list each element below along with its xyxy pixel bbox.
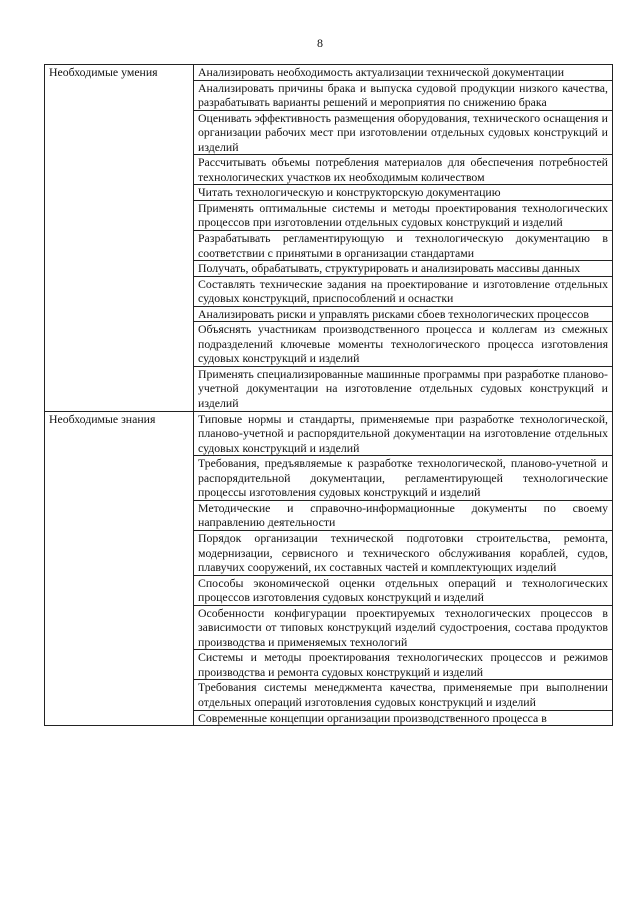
section-label-knowledge: Необходимые знания [45, 411, 194, 725]
requirement-item: Составлять технические задания на проектирование и изготовление отдельных судовых конструкций, приспособлений и оснастки [194, 276, 613, 306]
requirement-item: Получать, обрабатывать, структурировать и анализировать массивы данных [194, 261, 613, 277]
requirement-item: Требования, предъявляемые к разработке технологической, планово-учетной и распорядительной документации, регламентирующей технологические процессы изготовления судовых конструкций и изделий [194, 456, 613, 501]
requirement-item: Системы и методы проектирования технологических процессов и режимов производства и ремонта судовых конструкций и изделий [194, 650, 613, 680]
requirement-item: Применять оптимальные системы и методы проектирования технологических процессов при изготовлении отдельных судовых конструкций и изделий [194, 200, 613, 230]
requirement-item: Применять специализированные машинные программы при разработке планово-учетной документации на изготовление отдельных судовых конструкций и изделий [194, 366, 613, 411]
requirement-item: Читать технологическую и конструкторскую документацию [194, 185, 613, 201]
requirement-item: Методические и справочно-информационные документы по своему направлению деятельности [194, 500, 613, 530]
skills-section [45, 65, 613, 412]
table-row [45, 65, 613, 81]
section-label-skills: Необходимые умения [45, 65, 194, 412]
knowledge-section [45, 411, 613, 725]
requirement-item: Анализировать риски и управлять рисками сбоев технологических процессов [194, 306, 613, 322]
page-number: 8 [317, 36, 323, 50]
requirement-item: Требования системы менеджмента качества, применяемые при выполнении отдельных операций изготовления судовых конструкций и изделий [194, 680, 613, 710]
requirement-item: Современные концепции организации производственного процесса в [194, 710, 613, 726]
requirement-item: Способы экономической оценки отдельных операций и технологических процессов изготовления судовых конструкций и изделий [194, 575, 613, 605]
requirement-item: Типовые нормы и стандарты, применяемые при разработке технологической, планово-учетной и распорядительной документации на изготовление отдельных судовых конструкций и изделий [194, 411, 613, 456]
requirement-item: Оценивать эффективность размещения оборудования, технического оснащения и организации рабочих мест при изготовлении отдельных судовых конструкций и изделий [194, 110, 613, 155]
requirement-item: Разрабатывать регламентирующую и технологическую документацию в соответствии с принятыми в организации стандартами [194, 231, 613, 261]
requirement-item: Анализировать необходимость актуализации технической документации [194, 65, 613, 81]
requirement-item: Особенности конфигурации проектируемых технологических процессов в зависимости от типовых конструкций изделий судостроения, состава продуктов производства и применяемых технологий [194, 605, 613, 650]
requirement-item: Рассчитывать объемы потребления материалов для обеспечения потребностей технологических участков их необходимым количеством [194, 155, 613, 185]
table-row [45, 411, 613, 456]
requirement-item: Анализировать причины брака и выпуска судовой продукции низкого качества, разрабатывать варианты решений и мероприятия по снижению брака [194, 80, 613, 110]
requirement-item: Объяснять участникам производственного процесса и коллегам из смежных подразделений ключевые моменты технологического процесса изготовления судовых конструкций и изделий [194, 322, 613, 367]
requirements-table [44, 64, 613, 726]
requirement-item: Порядок организации технической подготовки строительства, ремонта, модернизации, сервисного и технического обслуживания кораблей, судов, плавучих сооружений, их составных частей и комплектующих изделий [194, 530, 613, 575]
